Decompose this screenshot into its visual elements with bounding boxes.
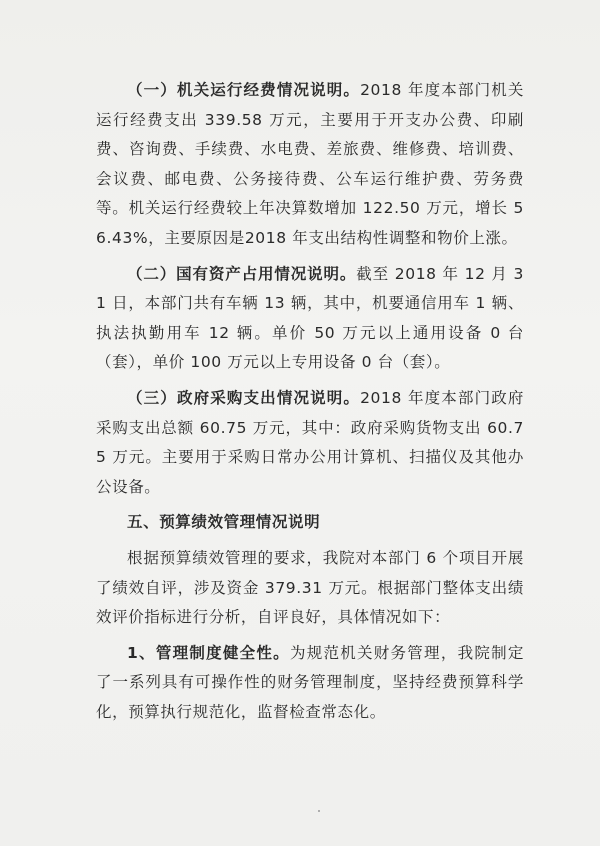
section-3-paragraph (96, 384, 524, 502)
section-2-body: 截至 2018 年 12 月 31 日，本部门共有车辆 13 辆，其中，机要通信用车 1 辆、执法执勤用车 12 辆。单价 50 万元以上通用设备 0 台（套），单价 100 万元以上专用设备 0 台（套）。 (96, 264, 524, 372)
item-1-paragraph (96, 639, 524, 728)
section-1-paragraph (96, 76, 524, 254)
item-1-lead: 1、管理制度健全性。 (127, 643, 290, 662)
evaluation-paragraph: 根据预算绩效管理的要求，我院对本部门 6 个项目开展了绩效自评，涉及资金 379.31 万元。根据部门整体支出绩效评价指标进行分析，自评良好，具体情况如下： (96, 548, 524, 627)
section-2-lead: （二）国有资产占用情况说明。 (127, 264, 357, 283)
section-1-lead: （一）机关运行经费情况说明。 (127, 81, 361, 99)
document-body (96, 76, 524, 727)
item-1-body: 为规范机关财务管理，我院制定了一系列具有可操作性的财务管理制度，坚持经费预算科学化，预算执行规范化，监督检查常态化。 (96, 643, 524, 721)
section-5-heading: 五、预算绩效管理情况说明 (127, 513, 321, 532)
scan-speck (318, 810, 320, 812)
section-3-lead: （三）政府采购支出情况说明。 (127, 388, 361, 407)
section-2-paragraph (96, 260, 524, 378)
section-3-body: 2018 年度本部门政府采购支出总额 60.75 万元，其中：政府采购货物支出 60.75 万元。主要用于采购日常办公用计算机、扫描仪及其他办公设备。 (96, 388, 524, 496)
section-1-body: 2018 年度本部门机关运行经费支出 339.58 万元，主要用于开支办公费、印刷费、咨询费、手续费、水电费、差旅费、维修费、培训费、会议费、邮电费、公务接待费、公车运行维护费、劳务费等。机关运行经费较上年决算数增加 122.50 万元，增长 56.43%，主要原因是2018 年支出结构性调整和物价上涨。 (96, 81, 524, 247)
